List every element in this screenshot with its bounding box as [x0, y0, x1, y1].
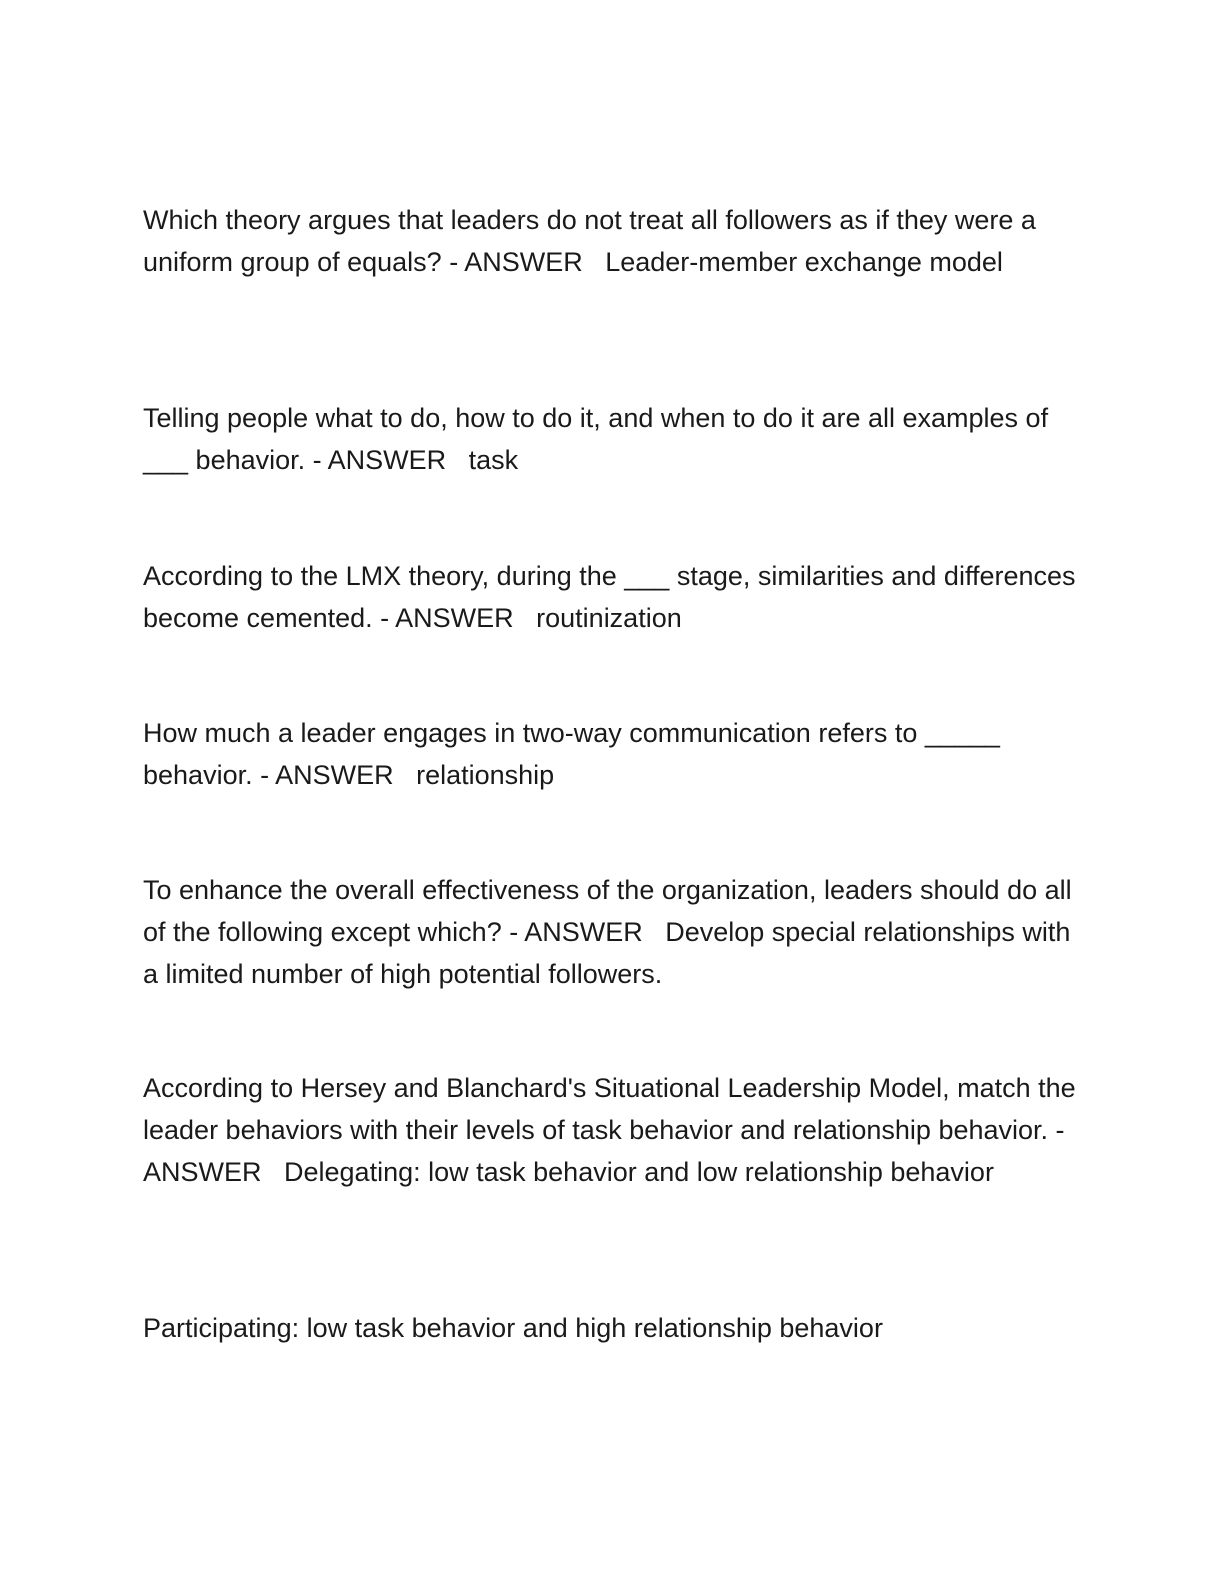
qa-paragraph-2: Telling people what to do, how to do it, and when to do it are all examples of ___ behavior. - ANSWER task: [143, 403, 1056, 475]
qa-paragraph-3: According to the LMX theory, during the ___ stage, similarities and differences become cemented. - ANSWER routinization: [143, 561, 1084, 633]
qa-paragraph-7: Participating: low task behavior and high relationship behavior: [143, 1313, 883, 1343]
qa-paragraph-1: Which theory argues that leaders do not treat all followers as if they were a uniform group of equals? - ANSWER Leader-member exchange model: [143, 205, 1044, 277]
qa-paragraph-6: According to Hersey and Blanchard's Situational Leadership Model, match the leader behaviors with their levels of task behavior and relationship behavior. - ANSWER Delegating: low task behavior and low relationship behavior: [143, 1073, 1084, 1187]
qa-paragraph-5: To enhance the overall effectiveness of the organization, leaders should do all of the following except which? - ANSWER Develop special relationships with a limited number of high potential followers.: [143, 875, 1080, 989]
qa-paragraph-4: How much a leader engages in two-way communication refers to _____ behavior. - ANSWER relationship: [143, 718, 1008, 790]
